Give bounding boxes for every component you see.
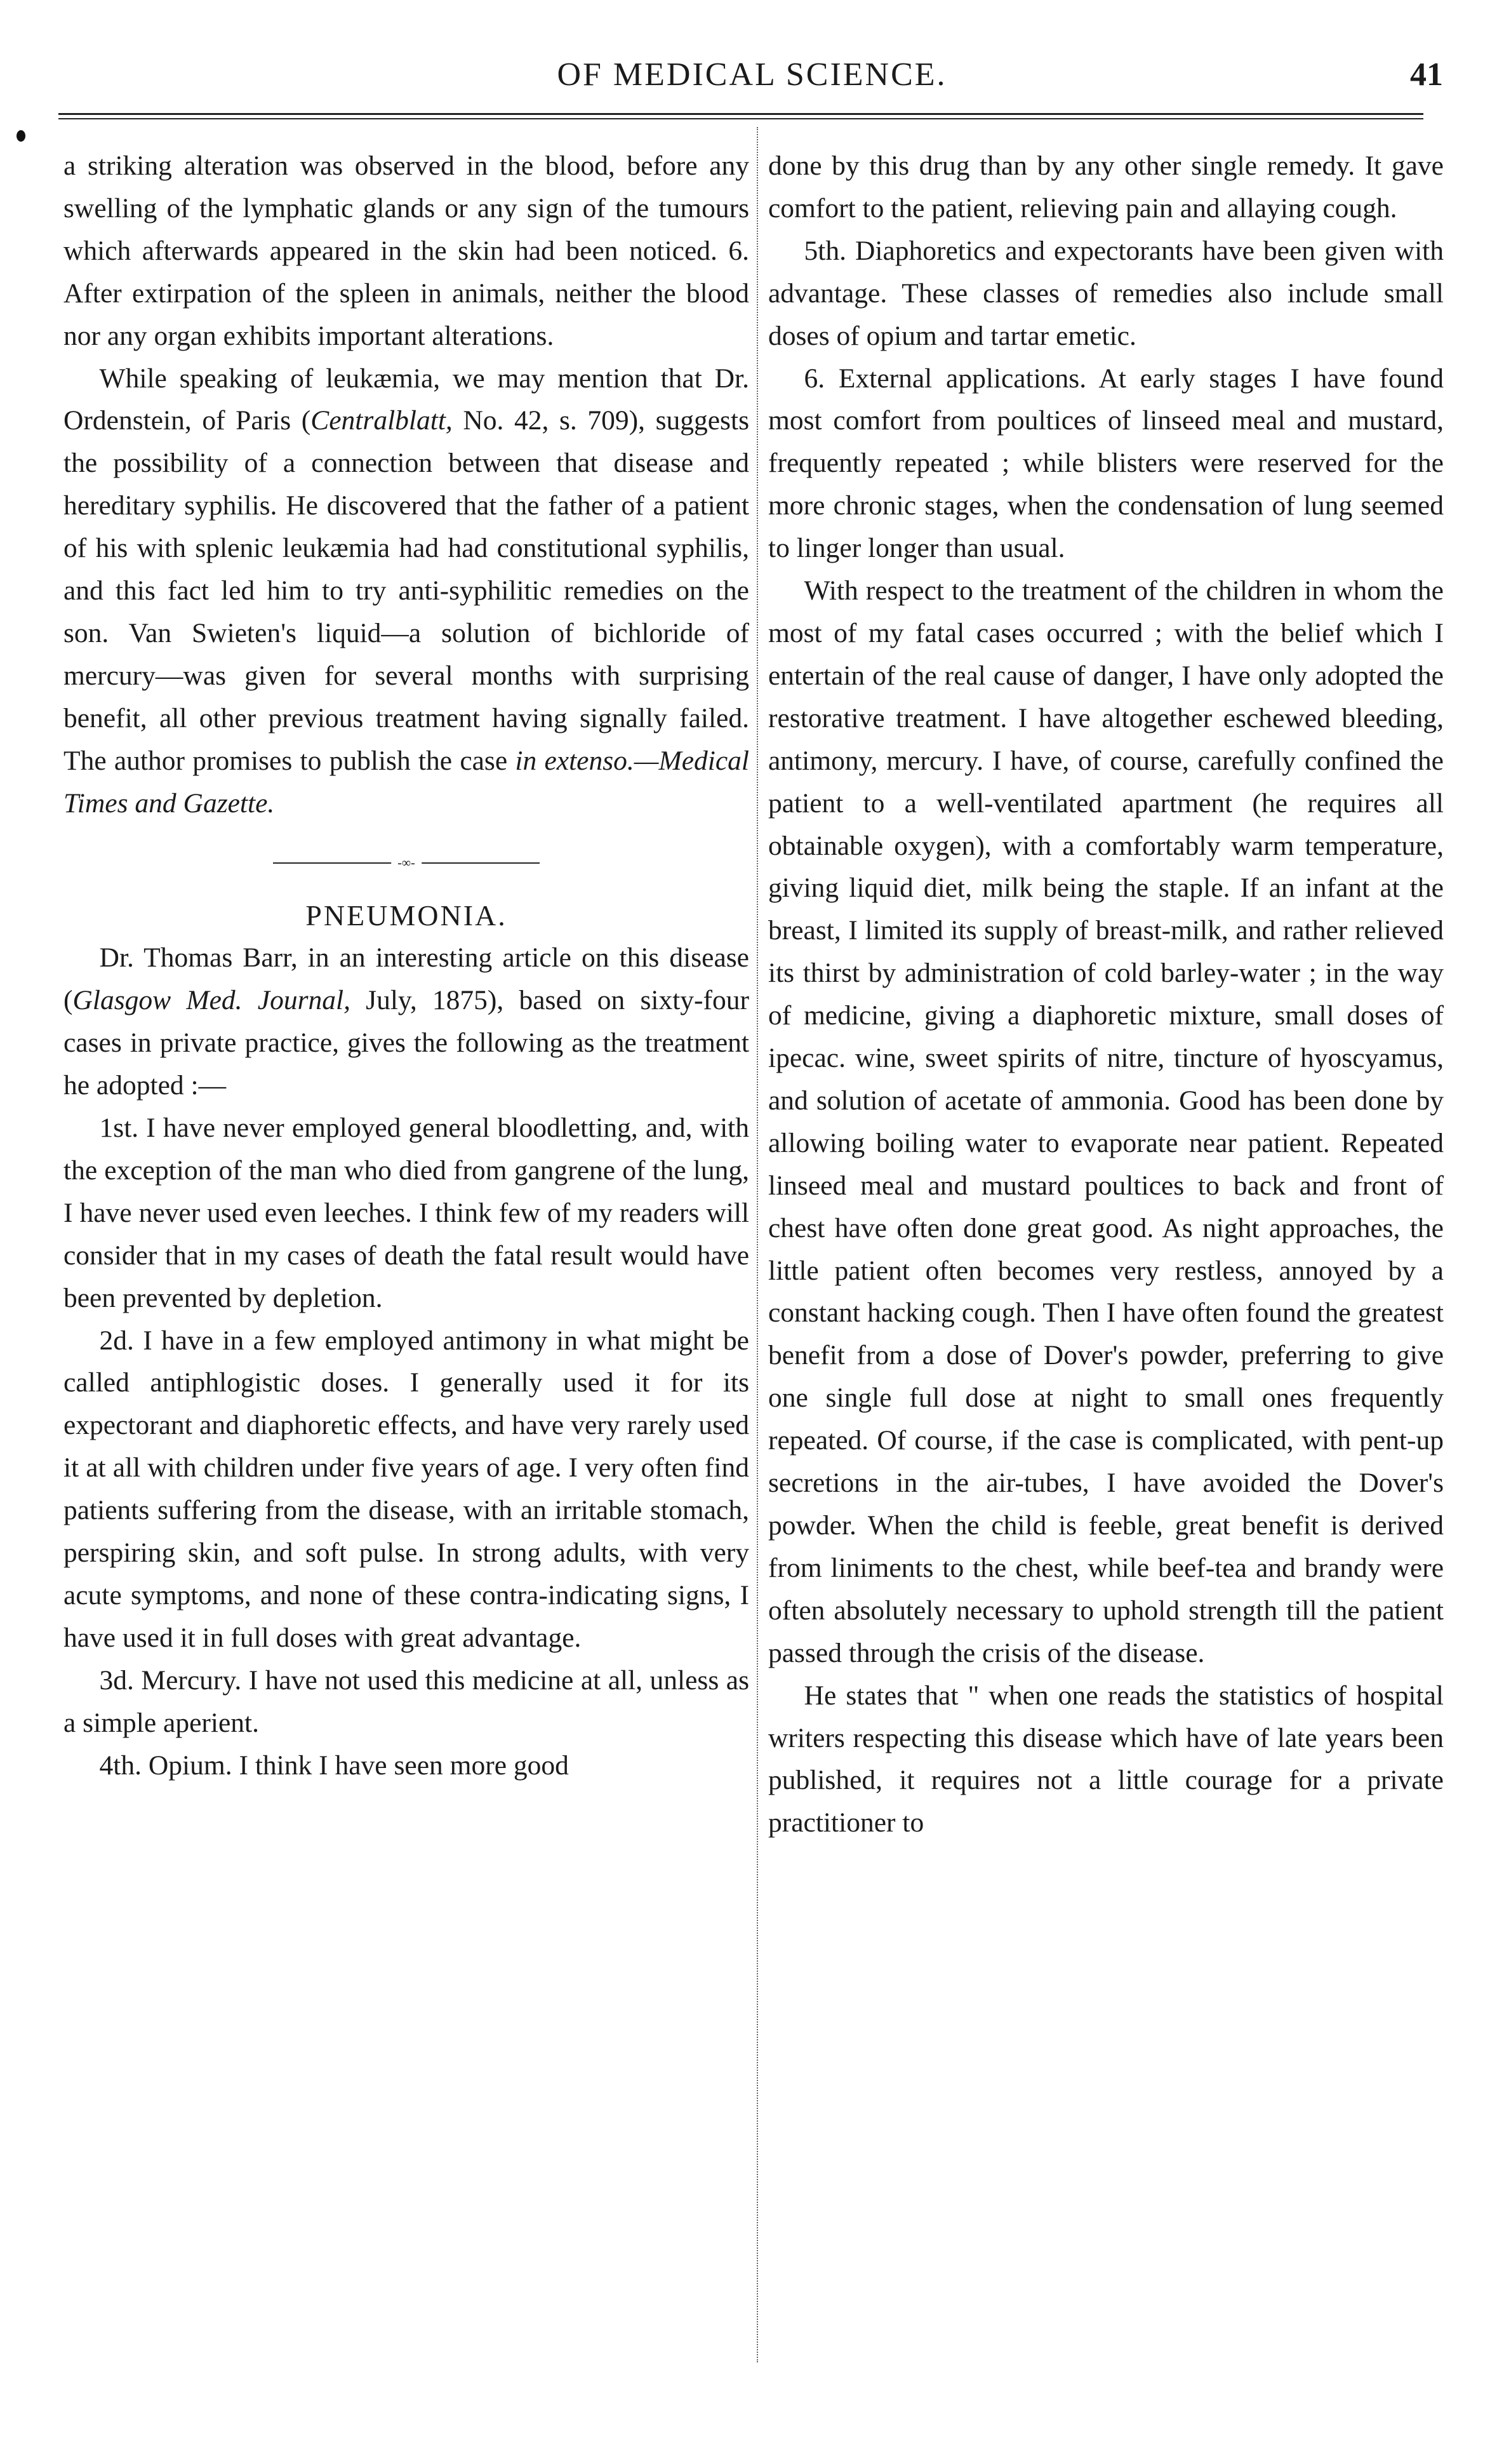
paragraph: a striking alteration was observed in the blood, before any swelling of the lymphatic glands or any sign of the tumours which afterwards appeared in the skin had been noticed. 6. After extirpation of the spleen in animals, neither the blood nor any organ exhibits important alterations. (63, 151, 749, 351)
paragraph: 2d. I have in a few employed antimony in what might be called antiphlogistic doses. I generally used it for its expectorant and diaphoretic effects, and have very rarely used it at all with children under five years of age. I very often find patients suffering from the disease, with an irritable stomach, perspiring skin, and soft pulse. In strong adults, with very acute symptoms, and none of these contra-indicating signs, I have used it in full doses with great advantage. (63, 1325, 749, 1653)
paragraph: 1st. I have never employed general bloodletting, and, with the exception of the man who died from gangrene of the lung, I have never used even leeches. I think few of my readers will consider that in my cases of death the fatal result would have been prevented by depletion. (63, 1113, 749, 1313)
paragraph: With respect to the treatment of the children in whom the most of my fatal cases occurred ; with the belief which I entertain of the real cause of danger, I have only adopted the restorative treatment. I have altogether eschewed bleeding, antimony, mercury. I have, of course, carefully confined the patient to a well-ventilated apartment (he requires all obtainable oxygen), with a comfortably warm temperature, giving liquid diet, milk being the staple. If an infant at the breast, I limited its supply of breast-milk, and rather relieved its thirst by administration of cold barley-water ; in the way of medicine, giving a diaphoretic mixture, small doses of ipecac. wine, sweet spirits of nitre, tincture of hyoscyamus, and solution of acetate of ammonia. Good has been done by allowing boiling water to evaporate near patient. Repeated linseed meal and mustard poultices to back and front of chest have often done great good. As night approaches, the little patient often becomes very restless, annoyed by a constant hacking cough. Then I have often found the greatest benefit from a dose of Dover's powder, preferring to give one single full dose at night to small ones frequently repeated. Of course, if the case is complicated, with pent-up secretions in the air-tubes, I have avoided the Dover's powder. When the child is feeble, great benefit is derived from liniments to the chest, while beef-tea and brandy were often absolutely necessary to uphold strength till the patient passed through the crisis of the disease. (768, 575, 1444, 1668)
citation: Centralblatt, (310, 405, 453, 436)
left-column (63, 145, 749, 1787)
paragraph-text: No. 42, s. 709), suggests the possibility of a connection between that disease and hereditary syphilis. He discovered that the father of a patient of his with splenic leukæmia had had constitutional syphilis, and this fact led him to try anti-syphilitic remedies on the son. Van Swieten's liquid—a solution of bichloride of mercury—was given for several months with surprising benefit, all other previous treatment having signally failed. The author promises to publish the case (63, 405, 749, 776)
right-column (768, 145, 1444, 1844)
paragraph: done by this drug than by any other single remedy. It gave comfort to the patient, relieving pain and allaying cough. (768, 151, 1444, 224)
header-rule (58, 113, 1423, 115)
citation: Glasgow Med. Journal, (72, 985, 350, 1016)
section-separator (273, 857, 540, 869)
paragraph-text: July, 1875), based on sixty-four cases in private practice, gives the following as the treatment he adopted :— (63, 985, 749, 1101)
page-number: 41 (1410, 57, 1443, 93)
paragraph (63, 358, 749, 825)
running-head: OF MEDICAL SCIENCE. (557, 57, 947, 93)
source-attribution: in extenso.—Medical Times and Gazette. (63, 745, 749, 819)
separator-ornament: -∞- (391, 857, 422, 869)
header-rule-secondary (58, 118, 1423, 119)
paragraph: 5th. Diaphoretics and expectorants have been given with advantage. These classes of remedies also include small doses of opium and tartar emetic. (768, 235, 1444, 351)
paragraph-text: While speaking of leukæmia, we may mention that Dr. Ordenstein, of Paris ( (63, 363, 749, 436)
column-divider (757, 127, 758, 2362)
paragraph: 6. External applications. At early stages I have found most comfort from poultices of linseed meal and mustard, frequently repeated ; while blisters were reserved for the more chronic stages, when the condensation of lung seemed to linger longer than usual. (768, 363, 1444, 564)
paragraph: 3d. Mercury. I have not used this medicine at all, unless as a simple aperient. (63, 1664, 749, 1738)
paragraph (63, 937, 749, 1107)
paragraph: He states that " when one reads the statistics of hospital writers respecting this disease which have of late years been published, it requires not a little courage for a private practitioner to (768, 1680, 1444, 1838)
page-header (0, 56, 1504, 113)
section-title: PNEUMONIA. (305, 899, 507, 932)
margin-mark (17, 130, 25, 142)
paragraph: 4th. Opium. I think I have seen more good (99, 1750, 569, 1781)
paragraph-text: Dr. Thomas Barr, in an interesting article on this disease ( (63, 942, 749, 1016)
